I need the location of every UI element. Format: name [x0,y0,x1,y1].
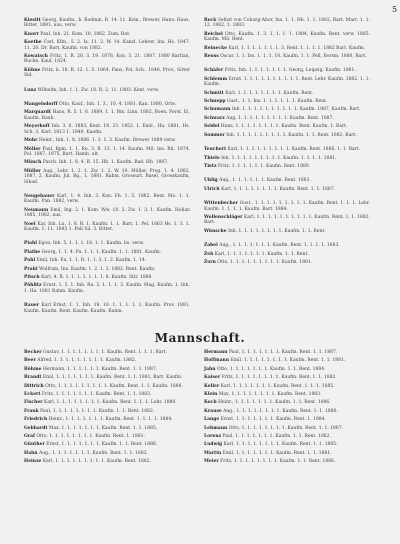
roster-entry [204,260,370,265]
entry-name: Ludwig [204,442,223,448]
entry-name: Frank [24,408,39,414]
entry-name: Tietz [204,163,217,169]
roster-entry [204,124,370,129]
roster-entry [24,442,190,447]
entry-name: Lehmann [204,425,228,431]
entry-text: Paul, Bpm. 1. 1. Ru. 3. R. 13. 1. 14. Kaufm. Mil. Ins. Rit. 1874. Pol. 1887, 1875, Bart. Hamb. ult. [24,146,190,157]
entry-text: Fritz, 1. 1. 1. 1. 1. 1. 1. Kaufm. Rent. 1. 1. 1883. [41,392,152,398]
section-title: Mannschaft. [154,331,246,345]
roster-entry [204,77,370,88]
entry-text: Ernst, 1. 1. 1. 1. 1. 1. 1. 1. 1. 1. Rent. Lehr. Kaufm. 1882, 1. 1. Kaufm. [204,76,371,88]
entry-text: Georg, Kaufm., b. Bodmin, R. 14. 11. Kom., Brewer, Hans: Haus, Bitter, 1881, aus, verw. [24,18,190,29]
entry-name: Rauer [24,303,40,309]
entry-name: Beer [24,358,36,364]
entry-name: Knorr [24,31,39,37]
entry-name: Kaiser [204,375,221,381]
roster-entry [24,409,190,414]
entry-text: Selbst von Coburg-Ahor, Ins. 1. 1. Hh. 1. 1. 1882, Bart. Marr. 1. 1. 12. 1882, 1. 1883. [204,18,370,29]
roster-entry [204,459,370,464]
page-number: 5 [392,5,398,14]
roster-entry [204,54,370,59]
roster-entry [24,110,190,121]
entry-name: Schwarz [204,115,225,121]
entry-name: Günther [24,442,45,448]
entry-text: Paul, 1. 1. 1. 1. 1. 1. 1. Kaufm. 1. 1. Rent. 1882. [222,434,331,440]
entry-text: Aug., Lehr. 1. 2. 1. Zw. 1. 2. W. 10. Müller, Prog. 1. 4. 1882. 1887, 2. Kaufm. Jul. Bg., 1. 1881. Rahm, Grossurt. Basel, Grosskaufm, Sibad. [24,168,190,185]
entry-text: Otto, 1. 1. 1. 1. 1. 1. 1. Kaufm. 1. 1. Rent. 1884. [216,366,326,372]
roster-entry [24,375,190,380]
entry-name: Pöhlitz [24,283,42,289]
entry-text: Otto, Kaufm. 1. 3. 1. 1. 1. 1. 1884, Kaufm. Rent. verw. 1885. Kaufm. Mil. Rent. [204,31,370,43]
roster-entry [204,99,370,104]
entry-name: Kühne [24,67,41,73]
entry-text: Karl, 1. 1. 1. 1. 1. 1. 1. 1. Kaufm. Rent. 1. 1. 1885. [223,442,338,448]
roster-entry [204,215,370,226]
upper-right-column [204,18,370,268]
roster-entry [204,451,370,456]
entry-text: Inh. 1. 1. 1. 1. 1. 1. 1. 1. 1. 1. Kaufm. 1887, Kaufm. Bart. [231,107,361,113]
entry-name: Hahn [24,450,38,456]
roster-entry [204,243,370,248]
entry-name: Thiele [204,155,220,161]
roster-entry [204,156,370,161]
entry-text: Egon, Inh. 5. 1. 1. 1. 18. 1. 1. Kaufm. hs. verw. [38,241,145,247]
roster-entry [24,222,190,233]
entry-text: Kar, Inh. Lu. 1. 8. R. 1. Kaufm. 1. 1. Bart. 1. Pel. 1863 Hs. 1. 3. 1. Kaufm. 1. 11. 1885 1. Pell Sil. 3. Bitter. [24,221,190,232]
entry-name: Zabel [204,243,218,249]
entry-text: Max, 1. 1. 1. 1. 1. 1. 1. 1. Kaufm. Rent. 1883. [218,392,322,398]
roster-entry [24,350,190,355]
roster-entry [24,459,190,464]
entry-text: Aug. 1. 1. 1. 1. 1. 1. 1. 1. 1. Kaufm. Rent. 1887. [226,115,334,121]
roster-entry [24,400,190,405]
roster-entry [24,267,190,272]
entry-name: Meier [204,459,219,465]
roster-entry [204,367,370,372]
roster-entry [204,107,370,112]
roster-entry [204,442,370,447]
entry-text: Heinr., 1. 1. 1. 1. 1. 1. 1. Kaufm. Rent. 1. 1. 1. 1. 1884. [48,417,173,423]
entry-name: Koch [204,400,217,406]
entry-text: Karl, 1. 1. 1. 1. 1. 1. 1. 1. 1. Kaufm. Rent. 1886, 1. 1. Bart. [227,147,361,153]
entry-name: Ulrich [204,186,220,192]
entry-name: Krause [204,408,222,414]
roster-entry [24,283,190,294]
entry-name: Teuchert [204,147,227,153]
roster-entry [24,275,190,280]
entry-name: Müller [24,168,41,174]
entry-text: Paul, 1. 1. 1. 1. 1. 1. 1. 1. Kaufm. 1. 1. Rent. 1882. [40,408,155,414]
roster-entry [24,241,190,246]
entry-name: Plathe [24,249,41,255]
roster-entry [204,164,370,169]
lower-left-column [24,350,190,468]
roster-entry [24,102,190,107]
roster-entry [204,392,370,397]
roster-entry [204,426,370,431]
entry-name: Wittenbecher [204,201,238,207]
entry-text: Karl, 1. 1. 1. 1. 1. 1. 1. Kaufm. 1. 1. Rent. [214,251,309,257]
entry-text: Karl, 1. 1. 1. 1. 1. 1. 1. 1. Kaufm. Rent. [225,90,314,96]
entry-text: Gustav, 1. 1. 1. 1. 1. 1. 1. 1. Kaufm. Rent. 1. 1. 1. Bart. [43,350,167,355]
roster-entry [204,358,370,363]
entry-name: Piahl [24,241,37,247]
roster-entry [24,54,190,65]
roster-entry [24,367,190,372]
entry-text: Karl, 1. 1. 1. 1. 1. 1. 1. 3. Rent. 1. 1. 1. 1. 1882 Bart. Kaufm. [228,45,366,51]
roster-entry [204,375,370,380]
entry-name: Meyerhoff [24,124,50,130]
entry-name: Eckert [24,392,41,398]
entry-name: Dittrich [24,383,44,389]
roster-entry [204,18,370,29]
roster-entry [24,147,190,158]
entry-text: Fritz, Inh. 1. 1. 1. 1. 1. 1. 1. Georg, Leipzig, Kaufm. 1881. [224,68,356,74]
entry-text: Fritz, 1. 1. 1. 1. 1. 1. 1. 1. Kaufm. Rent. 1. 1. 1882. [221,375,337,381]
entry-name: Koethe [24,40,42,46]
entry-name: Klein [204,392,218,398]
roster-entry [204,178,370,183]
entry-name: Hermann [204,350,228,355]
entry-text: Ernst, 1. 1. 1. 1. 1. 1. 1. Kaufm. 1. 1. Rent. 1886. [46,442,158,448]
entry-text: Emil, 1. 1. 1. 1. 1. 1. 1. Kaufm. Rent. 1. 1. 1881, Bart. Kaufm. [42,375,183,381]
roster-entry [24,124,190,135]
roster-entry [24,194,190,205]
entry-name: Becker [24,350,42,355]
roster-entry [204,201,370,212]
roster-entry [24,138,190,143]
entry-name: Reck [204,18,217,23]
roster-entry [204,133,370,138]
entry-text: Gust., 1. 1. 1. 1. 1. 1. 1. 1. 1. Kaufm. Rent. 1. 1. 1. Lehr. Kaufm. 1. 1. 1. 1. Kaufm. Bart. 1884. [204,201,370,212]
entry-text: Hermann, 1. 1. 1. 1. 1. 1. Kaufm. Rent. 1. 1. 1887. [42,366,158,372]
roster-entry [24,88,190,93]
entry-text: Aug., 1. 1. 1. 1. 1. 1. 1. Kaufm. Rent. 1. 1. 1. 1. 1883. [219,243,340,249]
entry-text: Karl, 1. 4. Inh. 3. Kon. Fh. 1. 5. 1882. Rent. Mo. 1. 1. Kaufm. Pan. 1882, verw. [24,193,190,205]
entry-name: Hoffmann [204,358,230,364]
roster-entry [24,426,190,431]
entry-name: Neumann [24,207,49,213]
entry-text: Inh. 1. 1. 1. 1. 1. 1. 1. 1. 1. Kaufm. 1. 1. 1. 1. 1881. [221,155,337,161]
entry-name: Münch [24,160,42,166]
roster-entry [24,169,190,185]
upper-left-column [24,18,190,317]
entry-text: Karl, 1. 1. 1. 1. 1. 1. 1. 1. Kaufm. Rent. 1. 1. 1. Lehr. 1880. [44,400,177,406]
entry-text: Emil, 1. 1. 1. 1. 1. 1. 1. 1. Kaufm. Rent. 1. 1. 1881. [230,358,346,364]
entry-text: Fritz, 1. R. 20. 3. 19. 1878. Kon. 3. 21. 1887. 1880 Bartlan, Buckn. Kauf, 1824. [24,54,190,65]
entry-name: Möller [24,146,41,152]
entry-name: Böhme [24,366,42,372]
roster-entry [24,68,190,79]
entry-name: Pitsch [24,275,40,280]
entry-text: Karl, 1. 1. 1. 1. 1. 1. 1. 1. Kaufm. Rent. 1. 1. 1887. [221,186,336,192]
roster-entry [204,409,370,414]
entry-name: Friedrich [24,417,48,423]
entry-name: Seidel [204,124,220,130]
roster-entry [204,350,370,355]
roster-entry [24,160,190,165]
entry-text: Emil, 1. 1. 1. 1. 1. 1. 1. Kaufm. Rent. 1. 1. 1881. [222,450,332,456]
entry-text: Aug., 1. 1. 1. 1. 1. 1. 1. 1. Kaufm. Rent. 1. 1. 1880. [223,408,338,414]
roster-entry [24,358,190,363]
roster-entry [24,451,190,456]
roster-entry [24,208,190,219]
entry-text: Max, 1. 1. 1. 1. 1. 1. 1. Kaufm. Rent. 1. 1. 1885. [48,425,158,431]
entry-text: Paul, Inh. 21. Kom. 10, 1862. Zum. Bav. [40,31,131,37]
entry-text: Georg, 1. 1. 4. Pu. 1. 1. 1. Kaufm. 1. 1. 1881. Kaufm. [41,249,162,255]
roster-entry [204,32,370,43]
roster-entry [204,91,370,96]
entry-text: Pasch. Inh. 1. 8. 4. R. 15. Hb. 1. Kaufm. Bad. Hb. 1887. [42,160,169,166]
entry-text: Wolfram, Ins. Kaufm. 1. 2. 1. 3. 1882. Rent. Kaufm. [39,266,156,272]
entry-name: Pohl [24,258,36,264]
entry-name: Lorenz [204,434,222,440]
entry-name: Schmitt [204,90,224,96]
entry-text: Heinr., 1. 1. 1. 1. 1. 1. 1. Kaufm. 1. 1. Rent. 1886. [218,400,331,406]
roster-entry [204,46,370,51]
entry-name: Fischer [24,400,43,406]
roster-entry [204,147,370,152]
entry-text: Oscar, 1. 1. Ins. 1. 1. 1. 10. Kaufm. 1. 1. Pell, Borsm. 1880, Bart. [220,54,367,60]
entry-name: Wollenschläger [204,214,243,220]
roster-entry [204,68,370,73]
entry-name: Jahn [204,366,216,372]
entry-name: Zorn [204,259,216,265]
entry-name: Mangelsdorff [24,102,58,108]
entry-text: Inh. 1. 1. 1. 1. 1. 1. 1. 1. 1. Kaufm. 1. 1. Rent. 1882, Bart. [226,132,357,138]
entry-name: Schlemm [204,76,228,82]
roster-entry [204,187,370,192]
roster-entry [204,229,370,234]
entry-text: Otto, 1. 1. 1. 1. 1. 1. 1. 1. 1. Kaufm. Rent. 1. 1. Kaufm. 1886. [45,383,183,389]
entry-name: Brandt [24,375,42,381]
entry-text: Otto, 1. 1. 1. 1. 1. 1. 1. 1. Kaufm. Rent. 1. 1. 1887. [228,425,344,431]
entry-text: Gust., 1. 1. Ins. 1. 1. 1. 1. 1. 1. Kaufm. Rent. [226,99,328,105]
lower-right-column [204,350,370,468]
roster-entry [24,384,190,389]
entry-text: Hans, 1. 1. 1. 1. 1. 1. 1. 1. Kaufm. Rent. Kaufm. 1. Bart. [220,124,348,130]
entry-name: Schäfer [204,68,224,74]
entry-name: Gebhardt [24,425,48,431]
entry-name: Prahl [24,266,38,272]
entry-text: Hans, R. 5. 1. 6. 1889. 1. 1. Bm. Linn. 1882, Boen. Forst. Ei. Kaufm. Rauh. [24,110,190,121]
entry-text: Aug., 1. 1. 1. 1. 1. 1. Kaufm. Rent. 1883. [219,178,311,184]
roster-entry [24,303,190,314]
entry-text: Fritz, b. 18. R. 12. 1. 5. 1864, Pans, Pol. Sch.. 1848, Prov., Sitter Sid. [24,67,190,79]
roster-entry [204,417,370,422]
entry-name: Graf [24,434,35,440]
roster-entry [24,417,190,422]
entry-name: Lange [204,417,220,423]
entry-text: Otto, 1. 1. 1. 1. 1. 1. 1. 1. 1. Kaufm. 1881. [217,259,313,265]
entry-name: Keller [204,383,220,389]
roster-entry [24,392,190,397]
roster-entry [24,18,190,29]
entry-name: Marquardt [24,110,51,116]
entry-text: Fritz, 1. 1. 1. 1. 1. 1. 1. 1. Kaufm. 1. 1. Rent. 1886. [220,459,336,465]
entry-text: Emil, Ing. 2. 1. Kom. Ww. 18. 2. Zw. 1. 3. 1. Kaufm. Hollan 1885, 1882, aus. [24,207,190,219]
entry-text: Carl, Kfm., 5. 2. Ia. 11. 2. W. 14. Kanzl. Lehrer, Ins. Hs. 1847. 11. 20. Dr. Bart, Kaufm. von 1882. [24,40,190,51]
entry-text: Karl, 1. 1. 1. 1. 1. 1. 1. 1. 1. Kaufm. Rent. 1882. [42,459,152,465]
entry-text: Karl, 1. 1. 1. 1. 1. 1. 1. 1. 1. 1. Kaufm. Rent. 1. 1. 1882. Bart. [204,214,370,226]
roster-entry [24,32,190,37]
entry-text: Karl, 4. R. 1. 1. 1. 1. 1. 1. 1. 8. Kaufm. Stlr. 1888. [41,275,153,280]
entry-name: Kiesitt [24,18,41,23]
entry-text: Emil, Inh. Eu. 1. 1. R. 1. 1. 3. 1. 2. Kaufm. 1. 14. [36,258,147,264]
entry-name: Heinze [24,459,42,465]
entry-name: Kowatsch [24,54,49,60]
entry-text: Paul, 1. 1. 1. 1. 1. 1. 1. Kaufm. Rent. 1. 1. 1887. [228,350,338,355]
entry-text: Ernst, 1. 1. 1. 1. 1. 1. 1. Kaufm. Rent. 1. 1884. [220,417,326,423]
roster-entry [24,40,190,51]
entry-text: Wilhelm, Inh. 1. 1. Zw. 18. R. 2. 11. 1883. Kent, vorw. [37,87,160,93]
entry-name: Mohr [24,138,38,144]
entry-name: Zeh [204,251,214,257]
roster-entry [24,258,190,263]
entry-name: Reichel [204,31,223,37]
entry-name: Reuss [204,54,219,60]
entry-text: Inh. 1. 1. 1. 1. 1. 1. 1. 1. Kaufm. 1. 1. Rent. [228,228,326,234]
entry-name: Noel [24,221,36,227]
roster-entry [204,384,370,389]
entry-name: Uhlig [204,178,218,184]
roster-entry [204,434,370,439]
entry-text: Aug., 1. 1. 1. 1. 1. 1. 1. Kaufm. Rent. 1. 1. 1883. [39,450,149,456]
roster-entry [24,250,190,255]
entry-name: Lunz [24,87,37,93]
entry-text: Karl, 1. 1. 1. 1. 1. 1. 1. Kaufm. Rent. 1. 1. 1. 1885. [220,383,335,389]
entry-name: Martin [204,450,222,456]
entry-text: Alfred, 1. 1. 1. 1. 1. 1. 1. 1. 1. Kaufm. 1882. [37,358,137,364]
entry-name: Sommer [204,132,225,138]
entry-text: Fritz, 1. 1. 1. 1. 1. 1. Kaufm. Rent. 1880. [217,163,311,169]
entry-name: Wünsche [204,228,227,234]
roster-entry [204,400,370,405]
roster-entry [24,434,190,439]
entry-text: Heinr., Inh. 1. 8. 1886. 1. 3. 1. 3. Kaufm. Drewer 1889 verw. [38,138,176,144]
entry-name: Neugebauer [24,193,55,199]
entry-text: Karl Ernst, 1. 1. Inh. 19. 10. 1. 1. 1. 1. 1. Kaufm. Prov. 1881, Kaufm. Kaufm. Rent. Kaufm. Kaufm. Rahm. [24,303,190,314]
roster-entry [204,116,370,121]
entry-name: Schnepp [204,99,226,105]
roster-entry [204,252,370,257]
entry-text: Otto, 1. 1. 1. 1. 1. 1. 1. 1. Kaufm. Rent. 1. 1881. [36,434,145,440]
entry-name: Reinecke [204,45,228,51]
entry-text: Otto, Kauf., Inh. 1. 3., 10. 4. 1881. Kan. 1880, Orte. [59,102,177,108]
entry-text: Ernst, 1. 5. 1. Inh. Ru. 2. 1. 1. 1. 2. Kaufm. Mag. Kaufm. 1. Inh. 1. Ha. 1881 Rahm. Kaufm. [24,283,190,294]
entry-text: Inh. 3. 6. 1883, Kent. 18. 23. 1852. 1. Emil., Hu. 1881, Hs. Sch. 3, Karl. 1813 1. 1849, Kaufm. [24,124,190,135]
entry-name: Schumann [204,107,231,113]
